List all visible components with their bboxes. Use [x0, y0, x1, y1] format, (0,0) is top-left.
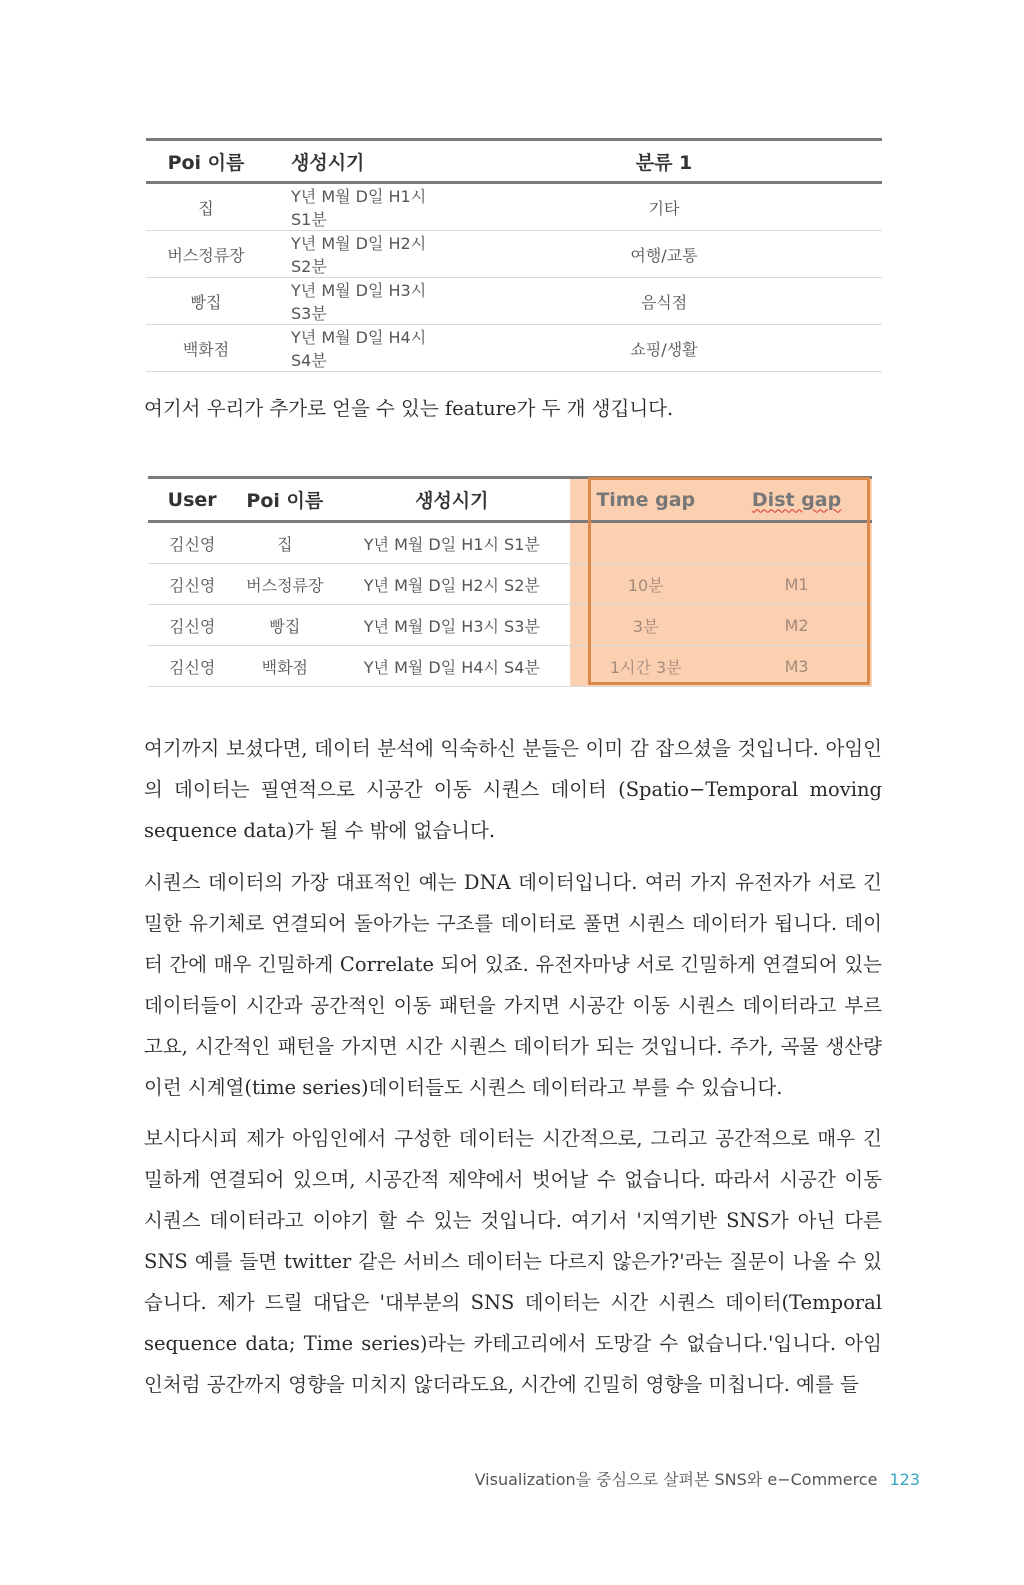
table-cell: 여행/교통 — [446, 231, 882, 278]
table-cell: 김신영 — [148, 522, 236, 564]
table-cell: Y년 M월 D일 H3시 S3분 — [333, 605, 570, 646]
column-header: 분류 1 — [446, 140, 882, 183]
table-row — [146, 278, 882, 325]
table-cell: 쇼핑/생활 — [446, 325, 882, 372]
table-cell: Y년 M월 D일 H1시 S1분 — [333, 522, 570, 564]
column-header: Poi 이름 — [236, 478, 333, 522]
table-cell: 김신영 — [148, 646, 236, 687]
table-cell: 10분 — [570, 564, 721, 605]
table-cell: 백화점 — [146, 325, 266, 372]
table-cell: Y년 M월 D일 H2시 S2분 — [266, 231, 446, 278]
table-cell: 집 — [236, 522, 333, 564]
table-cell — [570, 522, 721, 564]
table-cell: Y년 M월 D일 H2시 S2분 — [333, 564, 570, 605]
table-row — [148, 605, 872, 646]
table-row — [146, 231, 882, 278]
table-cell: 백화점 — [236, 646, 333, 687]
table-cell: Y년 M월 D일 H4시 S4분 — [266, 325, 446, 372]
table-cell: 3분 — [570, 605, 721, 646]
table-cell: 음식점 — [446, 278, 882, 325]
column-header: 생성시기 — [333, 478, 570, 522]
table-cell: M2 — [721, 605, 872, 646]
table-cell: Y년 M월 D일 H1시 S1분 — [266, 183, 446, 231]
column-header: Time gap — [570, 478, 721, 522]
table-cell: 버스정류장 — [146, 231, 266, 278]
column-header: Poi 이름 — [146, 140, 266, 183]
paragraph: 여기서 우리가 추가로 얻을 수 있는 feature가 두 개 생깁니다. — [144, 397, 674, 420]
column-header-label: Dist gap — [751, 488, 842, 511]
table-cell — [721, 522, 872, 564]
table-row — [148, 564, 872, 605]
table-row — [148, 646, 872, 687]
table-cell: 버스정류장 — [236, 564, 333, 605]
table-cell: 기타 — [446, 183, 882, 231]
table-row — [148, 522, 872, 564]
column-header — [721, 478, 872, 522]
page-number: 123 — [889, 1470, 920, 1489]
table-cell: 1시간 3분 — [570, 646, 721, 687]
poi-table — [146, 138, 882, 372]
running-title: Visualization을 중심으로 살펴본 SNS와 e−Commerce — [474, 1470, 878, 1489]
table-cell: 집 — [146, 183, 266, 231]
feature-table — [148, 476, 872, 687]
table-cell: Y년 M월 D일 H4시 S4분 — [333, 646, 570, 687]
table-cell: M1 — [721, 564, 872, 605]
table-header-row — [148, 478, 872, 522]
page-footer — [475, 1467, 920, 1490]
paragraph: 보시다시피 제가 아임인에서 구성한 데이터는 시간적으로, 그리고 공간적으로 매우 긴밀하게 연결되어 있으며, 시공간적 제약에서 벗어날 수 없습니다. 따라서 시공간 이동 시퀀스 데이터라고 이야기 할 수 있는 것입니다. 여기서 '지역기반 SNS가 아닌 다른 SNS 예를 들면 twitter 같은 서비스 데이터는 다르지 않은가?'라는 질문이 나올 수 있습니다. 제가 드릴 대답은 '대부분의 SNS 데이터는 시간 시퀀스 데이터(Temporal sequence data; Time series)라는 카테고리에서 도망갈 수 없습니다.'입니다. 아임인처럼 공간까지 영향을 미치지 않더라도요, 시간에 긴밀히 영향을 미칩니다. 예를 들 — [144, 1127, 882, 1396]
column-header: 생성시기 — [266, 140, 446, 183]
table-cell: 빵집 — [146, 278, 266, 325]
column-header: User — [148, 478, 236, 522]
table-cell: Y년 M월 D일 H3시 S3분 — [266, 278, 446, 325]
table-row — [146, 183, 882, 231]
table-cell: 김신영 — [148, 605, 236, 646]
table-header-row — [146, 140, 882, 183]
table-cell: 빵집 — [236, 605, 333, 646]
paragraph: 시퀀스 데이터의 가장 대표적인 예는 DNA 데이터입니다. 여러 가지 유전자가 서로 긴밀한 유기체로 연결되어 돌아가는 구조를 데이터로 풀면 시퀀스 데이터가 됩니다. 데이터 간에 매우 긴밀하게 Correlate 되어 있죠. 유전자마냥 서로 긴밀하게 연결되어 있는 데이터들이 시간과 공간적인 이동 패턴을 가지면 시공간 이동 시퀀스 데이터라고 부르고요, 시간적인 패턴을 가지면 시간 시퀀스 데이터가 되는 것입니다. 주가, 곡물 생산량 이런 시계열(time series)데이터들도 시퀀스 데이터라고 부를 수 있습니다. — [144, 871, 882, 1099]
table-row — [146, 325, 882, 372]
table-cell: M3 — [721, 646, 872, 687]
paragraph: 여기까지 보셨다면, 데이터 분석에 익숙하신 분들은 이미 감 잡으셨을 것입니다. 아임인의 데이터는 필연적으로 시공간 이동 시퀀스 데이터 (Spatio−Temporal moving sequence data)가 될 수 밖에 없습니다. — [144, 737, 882, 842]
table-cell: 김신영 — [148, 564, 236, 605]
